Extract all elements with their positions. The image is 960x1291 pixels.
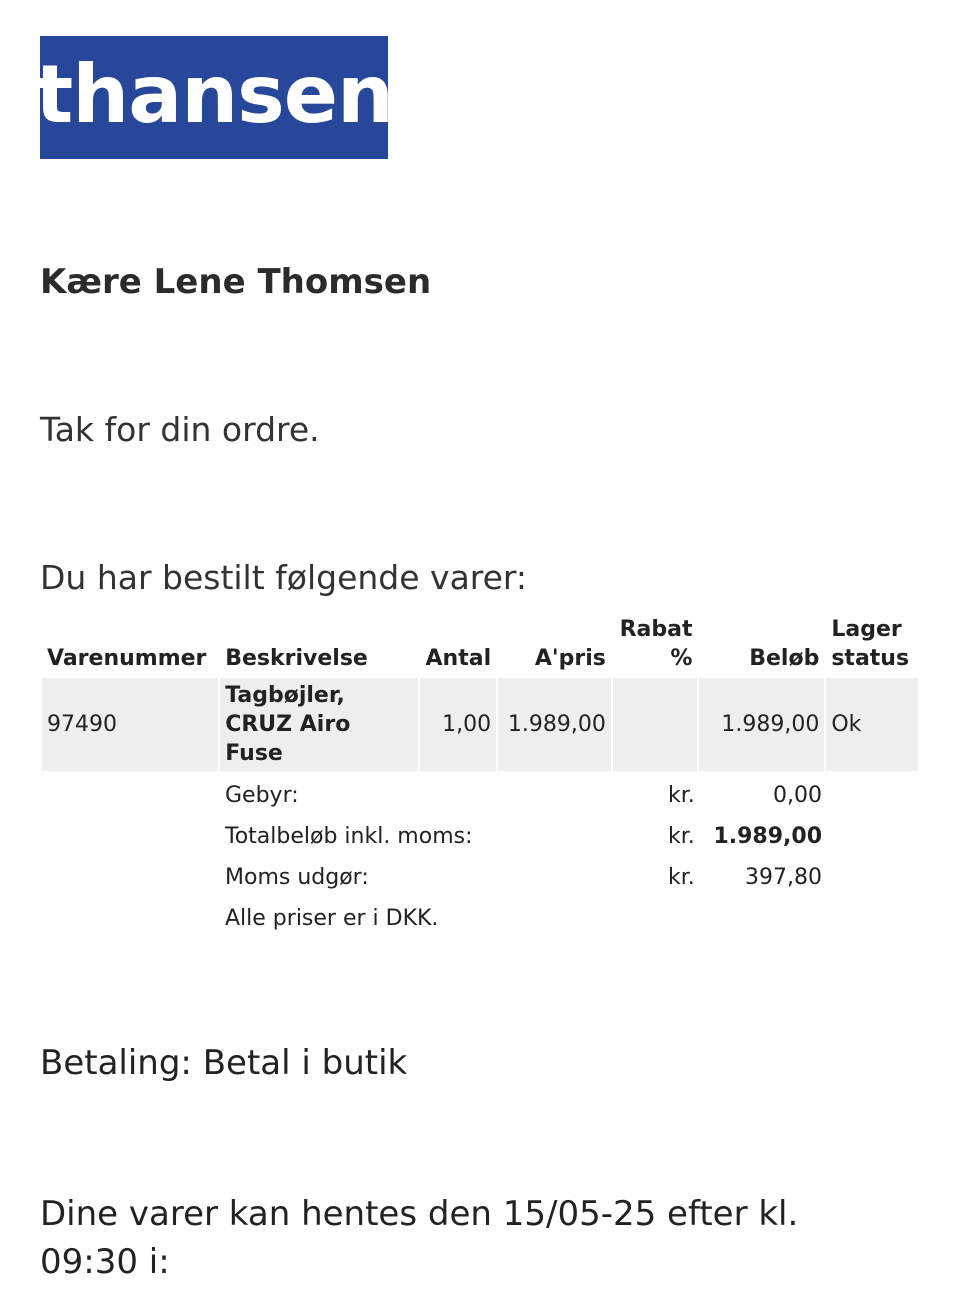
header-stock-line2: status: [831, 646, 910, 671]
thanks-message: Tak for din ordre.: [40, 410, 320, 449]
header-description: Beskrivelse: [225, 646, 368, 671]
thansen-logo: [35, 36, 393, 159]
cell-discount: [613, 678, 698, 771]
cell-quantity: 1,00: [420, 678, 497, 771]
cell-stock-status: Ok: [826, 678, 918, 771]
description-line: CRUZ Airo: [225, 712, 351, 737]
vat-currency: kr.: [668, 865, 695, 890]
fee-label: Gebyr:: [225, 783, 299, 808]
payment-method: Betaling: Betal i butik: [40, 1043, 408, 1083]
order-summary: [40, 778, 920, 942]
cell-unit-price: 1.989,00: [498, 678, 611, 771]
description-line: Fuse: [225, 741, 283, 766]
cell-item-number: 97490: [42, 678, 218, 771]
header-unit-price: A'pris: [534, 646, 606, 671]
ordered-heading: Du har bestilt følgende varer:: [40, 558, 528, 597]
total-row: [40, 819, 920, 860]
header-discount-line1: Rabat: [619, 617, 693, 642]
header-discount-line2: %: [670, 646, 693, 671]
description-line: Tagbøjler,: [225, 683, 345, 708]
header-item-number: Varenummer: [47, 646, 207, 671]
cell-amount: 1.989,00: [699, 678, 824, 771]
header-stock-status: [826, 612, 918, 676]
greeting: Kære Lene Thomsen: [40, 262, 432, 302]
header-discount: [613, 612, 698, 676]
fee-currency: kr.: [668, 783, 695, 808]
vat-value: 397,80: [745, 865, 822, 890]
header-amount: Beløb: [749, 646, 820, 671]
pickup-info: Dine varer kan hentes den 15/05-25 efter kl. 09:30 i:: [40, 1194, 799, 1282]
table-row: [42, 678, 918, 771]
fee-row: [40, 778, 920, 819]
total-value: 1.989,00: [713, 824, 822, 849]
vat-row: [40, 860, 920, 901]
logo-text: thansen: [35, 47, 393, 141]
table-header-row: [42, 612, 918, 676]
currency-note-row: [40, 901, 920, 942]
total-currency: kr.: [668, 824, 695, 849]
currency-note: Alle priser er i DKK.: [225, 906, 439, 931]
vat-label: Moms udgør:: [225, 865, 369, 890]
header-stock-line1: Lager: [831, 617, 902, 642]
header-quantity: Antal: [425, 646, 492, 671]
fee-value: 0,00: [773, 783, 822, 808]
cell-description: [220, 678, 417, 771]
total-label: Totalbeløb inkl. moms:: [225, 824, 473, 849]
order-table: [40, 610, 920, 773]
